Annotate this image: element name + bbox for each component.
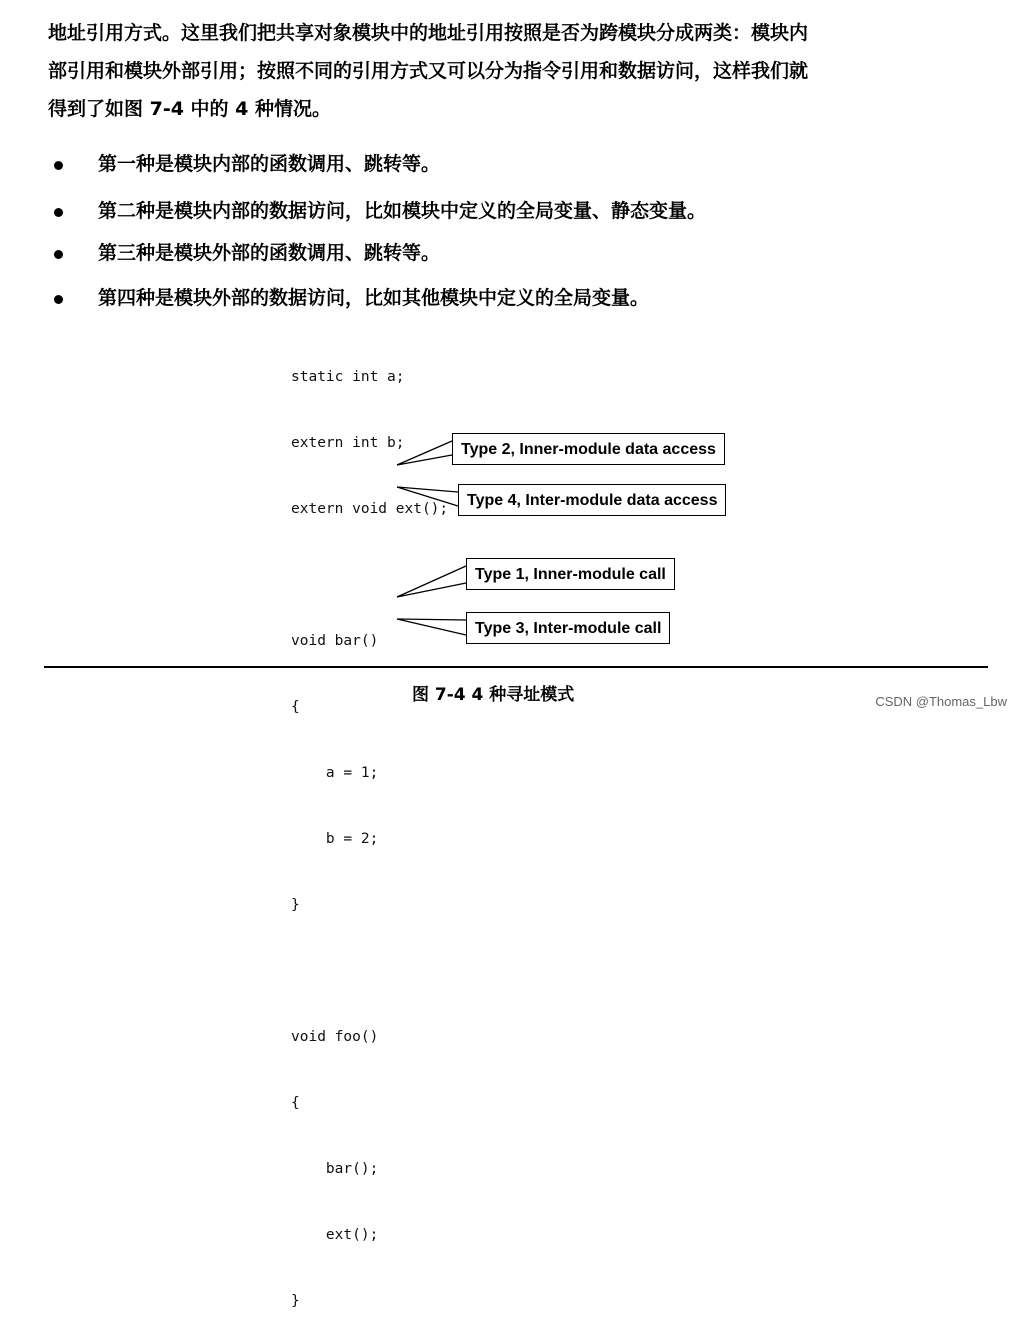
leader-type4 — [397, 487, 458, 506]
code-line: } — [291, 1293, 300, 1309]
code-line — [291, 960, 448, 982]
leader-type3 — [397, 619, 466, 635]
code-line: b = 2; — [291, 831, 379, 847]
callout-type2: Type 2, Inner-module data access — [452, 433, 725, 465]
figure-caption: 图 7-4 4 种寻址模式 — [412, 685, 575, 705]
paragraph-line: 部引用和模块外部引用；按照不同的引用方式又可以分为指令引用和数据访问，这样我们就 — [48, 60, 809, 82]
bullet-text: 第三种是模块外部的函数调用、跳转等。 — [98, 242, 441, 264]
code-line: void bar() — [291, 633, 379, 649]
code-line: void foo() — [291, 1029, 379, 1045]
bullet-text: 第二种是模块内部的数据访问，比如模块中定义的全局变量、静态变量。 — [98, 200, 707, 222]
paragraph-line: 得到了如图 7-4 中的 4 种情况。 — [48, 98, 332, 120]
bullet-text: 第四种是模块外部的数据访问，比如其他模块中定义的全局变量。 — [98, 287, 650, 309]
code-line: { — [291, 1095, 300, 1111]
code-line: a = 1; — [291, 765, 379, 781]
code-line: extern void ext(); — [291, 501, 449, 517]
figure-divider — [44, 666, 988, 668]
callout-type4: Type 4, Inter-module data access — [458, 484, 726, 516]
code-line: bar(); — [291, 1161, 379, 1177]
leader-type2 — [397, 441, 452, 465]
code-line: } — [291, 897, 300, 913]
callout-type3: Type 3, Inter-module call — [466, 612, 670, 644]
bullet-text: 第一种是模块内部的函数调用、跳转等。 — [98, 153, 441, 175]
leader-type1 — [397, 566, 466, 597]
code-line: static int a; — [291, 369, 405, 385]
code-line: extern int b; — [291, 435, 405, 451]
callout-type1: Type 1, Inner-module call — [466, 558, 675, 590]
paragraph-line: 地址引用方式。这里我们把共享对象模块中的地址引用按照是否为跨模块分成两类：模块内 — [48, 22, 809, 44]
code-line: { — [291, 699, 300, 715]
watermark: CSDN @Thomas_Lbw — [875, 694, 1007, 709]
code-line: ext(); — [291, 1227, 379, 1243]
